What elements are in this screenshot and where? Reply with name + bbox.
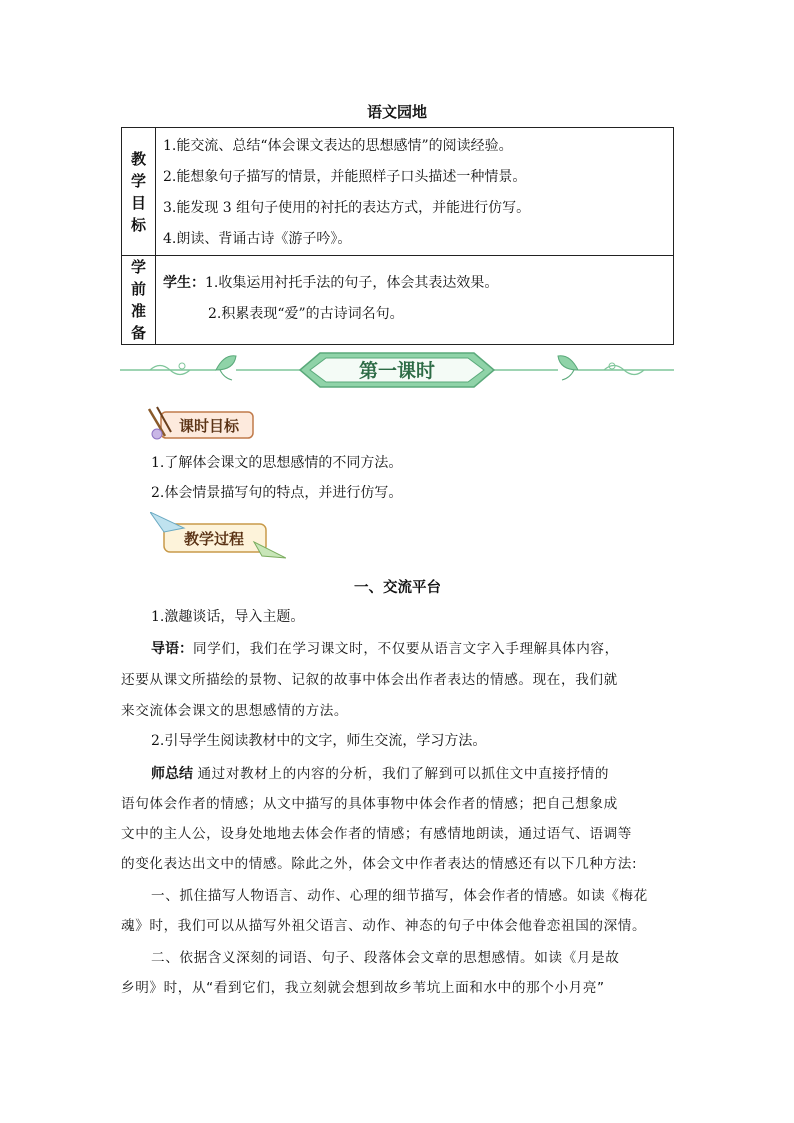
banner-decoration (120, 350, 674, 390)
student-label: 学生： (163, 275, 205, 291)
goal-item: 4.朗读、背诵古诗《游子吟》。 (163, 231, 352, 247)
teaching-goals-list (156, 128, 674, 256)
summary-line: 文中的主人公，设身处地地去体会作者的情感；有感情地朗读，通过语气、语调等 (121, 826, 632, 842)
preparation-label: 学 前 准 备 (122, 256, 156, 345)
process-tag (150, 512, 286, 564)
goal-item: 3.能发现 3 组句子使用的衬托的表达方式，并能进行仿写。 (163, 200, 531, 216)
page-title: 语文园地 (366, 103, 427, 121)
banner-text: 第一课时 (358, 360, 436, 382)
section-heading: 一、交流平台 (354, 579, 441, 596)
summary-line: 的变化表达出文中的情感。除此之外，体会文中作者表达的情感还有以下几种方法: (121, 856, 638, 872)
teaching-goals-label: 教 学 目 标 (122, 128, 156, 256)
svg-text:教学过程: 教学过程 (183, 530, 245, 548)
step-2: 2.引导学生阅读教材中的文字，师生交流，学习方法。 (151, 733, 487, 749)
lesson-goal-item: 2.体会情景描写句的特点，并进行仿写。 (151, 485, 403, 501)
intro-line: 导语：同学们，我们在学习课文时，不仅要从语言文字入手理解具体内容， (151, 641, 619, 657)
method-1-line: 一、抓住描写人物语言、动作、心理的细节描写，体会作者的情感。如读《梅花 (151, 888, 648, 904)
goals-table (121, 127, 674, 345)
method-1-line: 魂》时，我们可以从描写外祖父语言、动作、神态的句子中体会他眷恋祖国的深情。 (121, 918, 647, 934)
intro-label: 导语： (151, 641, 193, 657)
goal-item: 2.能想象句子描写的情景，并能照样子口头描述一种情景。 (163, 169, 527, 185)
lesson-goal-item: 1.了解体会课文的思想感情的不同方法。 (151, 455, 403, 471)
prep-item: 学生：1.收集运用衬托手法的句子，体会其表达效果。 (163, 275, 499, 291)
process-body (121, 576, 674, 996)
paper-plane-icon (150, 512, 184, 532)
flower-icon (152, 429, 162, 439)
svg-text:课时目标: 课时目标 (178, 417, 240, 435)
intro-line: 来交流体会课文的思想感情的方法。 (121, 703, 349, 719)
method-2-line: 乡明》时，从“看到它们，我立刻就会想到故乡苇坑上面和水中的那个小月亮” (121, 980, 605, 996)
preparation-list (156, 256, 674, 345)
step-1: 1.激趣谈话，导入主题。 (151, 609, 305, 625)
lesson-goals-tag (147, 406, 257, 442)
intro-line: 还要从课文所描绘的景物、记叙的故事中体会出作者表达的情感。现在，我们就 (121, 672, 618, 688)
summary-line: 语句体会作者的情感；从文中描写的具体事物中体会作者的情感；把自己想象成 (121, 796, 618, 812)
lesson-banner (120, 350, 674, 390)
goal-item: 1.能交流、总结“体会课文表达的思想感情”的阅读经验。 (163, 138, 513, 154)
summary-label: 师总结 (151, 766, 193, 782)
paper-plane-icon (254, 542, 286, 558)
method-2-line: 二、依据含义深刻的词语、句子、段落体会文章的思想感情。如读《月是故 (151, 950, 620, 966)
prep-item: 2.积累表现“爱”的古诗词名句。 (208, 306, 404, 322)
summary-line: 师总结 通过对教材上的内容的分析，我们了解到可以抓住文中直接抒情的 (151, 766, 610, 782)
